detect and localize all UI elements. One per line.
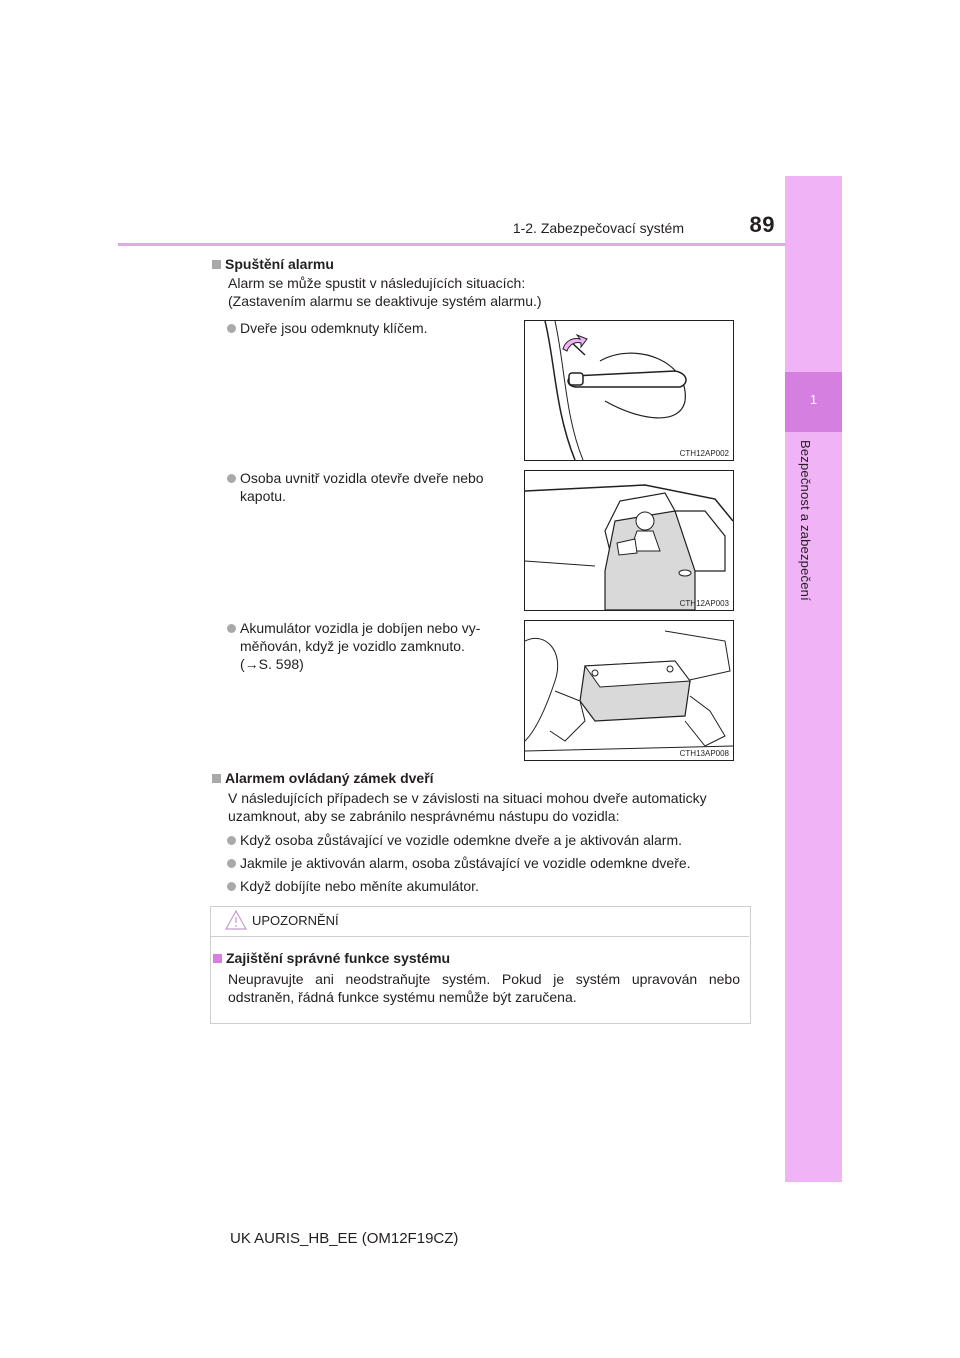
square-bullet-icon: [212, 774, 221, 783]
caution-line2: odstraněn, řádná funkce systému nemůže být zaručena.: [228, 989, 577, 1005]
header-rule: [118, 243, 785, 246]
section2-intro: [228, 789, 750, 825]
section2-title: Alarmem ovládaný zámek dveří: [225, 770, 434, 786]
section1-intro: [228, 274, 542, 310]
section1-intro-line2: (Zastavením alarmu se deaktivuje systém alarmu.): [228, 293, 542, 309]
square-bullet-icon: [213, 954, 222, 963]
section1-title: Spuštění alarmu: [225, 256, 334, 272]
side-tab: [785, 176, 842, 1182]
caution-line1: Neupravujte ani neodstraňujte systém. Pokud je systém upravován nebo: [228, 971, 740, 987]
chapter-label-text: Bezpečnost a zabezpečení: [798, 440, 813, 601]
section2-bullet1: Když osoba zůstávající ve vozidle odemkne dveře a je aktivován alarm.: [240, 832, 683, 848]
section1-intro-line1: Alarm se může spustit v následujících situacích:: [228, 275, 526, 291]
bullet-icon: [227, 836, 236, 845]
bullet-icon: [227, 859, 236, 868]
bullet-icon: [227, 882, 236, 891]
item2-line2: kapotu.: [240, 488, 286, 504]
caution-title-text: Zajištění správné funkce systému: [226, 950, 451, 966]
bullet-icon: [227, 624, 236, 633]
figure-battery: [524, 620, 734, 761]
caution-heading: UPOZORNĚNÍ: [252, 913, 339, 928]
section2-bullet2: Jakmile je aktivován alarm, osoba zůstávající ve vozidle odemkne dveře.: [240, 855, 691, 871]
square-bullet-icon: [212, 260, 221, 269]
page-number: 89: [749, 212, 775, 237]
list-item: [227, 619, 517, 673]
section2-heading: [212, 770, 434, 786]
item3-line2: měňován, když je vozidlo zamknuto.: [240, 638, 465, 654]
bullet-icon: [227, 324, 236, 333]
item1-text: Dveře jsou odemknuty klíčem.: [240, 320, 428, 336]
figure-door-key: [524, 320, 734, 461]
warning-triangle-icon: [224, 909, 248, 936]
section2-bullet3: Když dobíjíte nebo měníte akumulátor.: [240, 878, 479, 894]
item3-line3: (→S. 598): [240, 656, 304, 672]
list-item: [227, 854, 691, 872]
list-item: [227, 319, 517, 337]
figure-code: CTH13AP008: [679, 749, 729, 758]
section2-intro-line2: uzamknout, aby se zabránilo nesprávnému nástupu do vozidla:: [228, 808, 620, 824]
section-title: 1-2. Zabezpečovací systém: [512, 220, 684, 236]
bullet-icon: [227, 474, 236, 483]
item3-line1: Akumulátor vozidla je dobíjen nebo vy-: [240, 620, 481, 636]
battery-illustration: [525, 621, 733, 760]
list-item: [227, 469, 517, 505]
footer-model: UK AURIS_HB_EE (OM12F19CZ): [230, 1230, 459, 1247]
section2-intro-line1: V následujících případech se v závislosti na situaci mohou dveře automaticky: [228, 790, 707, 806]
list-item: [227, 831, 682, 849]
figure-person-door: [524, 470, 734, 611]
item2-line1: Osoba uvnitř vozidla otevře dveře nebo: [240, 470, 484, 486]
figure-code: CTH12AP003: [679, 599, 729, 608]
list-item: [227, 877, 479, 895]
door-key-illustration: [525, 321, 733, 460]
figure-code: CTH12AP002: [679, 449, 729, 458]
car-door-illustration: [525, 471, 733, 610]
section1-heading: [212, 256, 334, 272]
chapter-label: [798, 440, 818, 640]
caution-title: [213, 950, 450, 966]
chapter-number: 1: [809, 392, 818, 407]
